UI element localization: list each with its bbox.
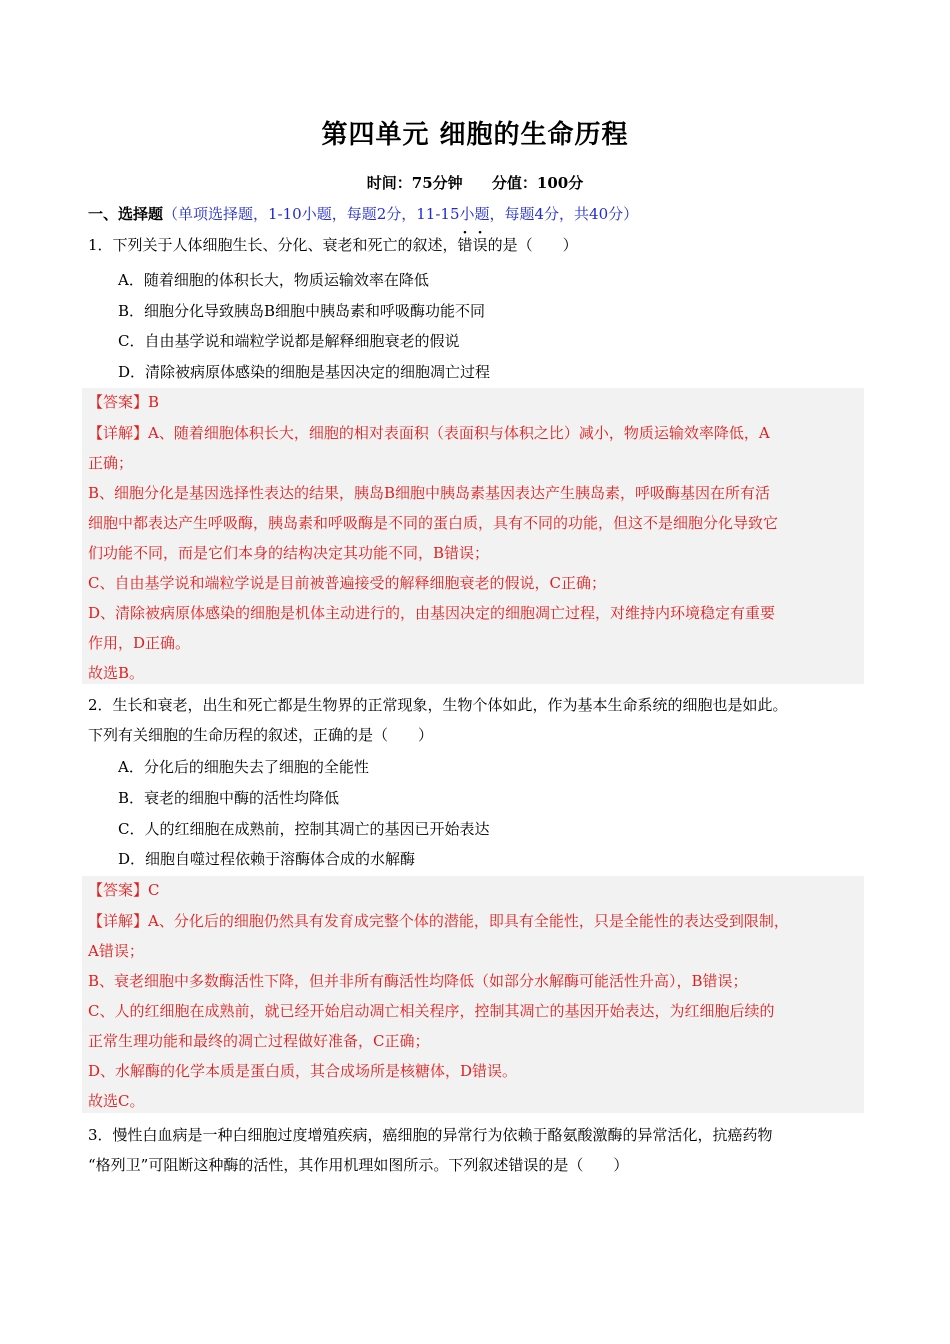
answer-box-1 xyxy=(82,388,864,684)
section-header xyxy=(88,203,638,224)
question-1-stem xyxy=(88,234,578,256)
section-note: （单项选择题，1-10小题，每题2分，11-15小题，每题4分，共40分） xyxy=(163,205,639,223)
analysis-1-line: 正确； xyxy=(88,454,134,472)
question-1-stem-after: 的是（ ） xyxy=(487,236,578,254)
answer-2: 【答案】C xyxy=(88,881,160,899)
analysis-1-line: B、细胞分化是基因选择性表达的结果，胰岛B细胞中胰岛素基因表达产生胰岛素，呼吸酶基因在所有活 xyxy=(88,484,771,502)
analysis-1-line: 【详解】A、随着细胞体积长大，细胞的相对表面积（表面积与体积之比）减小，物质运输效率降低，A xyxy=(88,424,770,442)
analysis-1-line: 作用，D正确。 xyxy=(88,634,191,652)
page-title: 第四单元 细胞的生命历程 xyxy=(321,120,629,150)
question-2-option-a: A．分化后的细胞失去了细胞的全能性 xyxy=(118,758,369,776)
question-3-stem-line: 3．慢性白血病是一种白细胞过度增殖疾病，癌细胞的异常行为依赖于酪氨酸激酶的异常活化，抗癌药物 xyxy=(88,1126,773,1144)
question-2-stem-line: 2．生长和衰老，出生和死亡都是生物界的正常现象，生物个体如此，作为基本生命系统的细胞也是如此。 xyxy=(88,696,788,714)
exam-meta xyxy=(0,172,950,193)
question-2-option-b: B．衰老的细胞中酶的活性均降低 xyxy=(118,789,340,807)
answer-box-2 xyxy=(82,876,864,1113)
question-1-stem-before: 1．下列关于人体细胞生长、分化、衰老和死亡的叙述， xyxy=(88,236,458,254)
exam-time: 时间：75分钟 xyxy=(366,174,463,192)
question-1-option-a: A．随着细胞的体积长大，物质运输效率在降低 xyxy=(118,271,429,289)
analysis-1-line: 细胞中都表达产生呼吸酶，胰岛素和呼吸酶是不同的蛋白质，具有不同的功能，但这不是细胞分化导致它 xyxy=(88,514,779,532)
question-1-option-c: C．自由基学说和端粒学说都是解释细胞衰老的假说 xyxy=(118,332,460,350)
question-2-option-d: D．细胞自噬过程依赖于溶酶体合成的水解酶 xyxy=(118,850,416,868)
analysis-1-line: 们功能不同，而是它们本身的结构决定其功能不同，B错误； xyxy=(88,544,490,562)
analysis-2-line: A错误； xyxy=(88,942,144,960)
analysis-2-line: C、人的红细胞在成熟前，就已经开始启动凋亡相关程序，控制其凋亡的基因开始表达，为红细胞后续的 xyxy=(88,1002,775,1020)
exam-score: 分值：100分 xyxy=(491,174,584,192)
analysis-2-line: D、水解酶的化学本质是蛋白质，其合成场所是核糖体，D错误。 xyxy=(88,1062,518,1080)
analysis-2-line: 正常生理功能和最终的凋亡过程做好准备，C正确； xyxy=(88,1032,430,1050)
analysis-1-conclusion: 故选B。 xyxy=(88,664,145,682)
analysis-2-line: 【详解】A、分化后的细胞仍然具有发育成完整个体的潜能，即具有全能性，只是全能性的表达受到限制， xyxy=(88,912,789,930)
analysis-2-line: B、衰老细胞中多数酶活性下降，但并非所有酶活性均降低（如部分水解酶可能活性升高），B错误； xyxy=(88,972,748,990)
answer-1: 【答案】B xyxy=(88,393,160,411)
emphasis-char-2: 误 xyxy=(472,236,488,254)
analysis-2-conclusion: 故选C。 xyxy=(88,1092,145,1110)
question-1-option-b: B．细胞分化导致胰岛B细胞中胰岛素和呼吸酶功能不同 xyxy=(118,302,486,320)
question-3-stem-line: “格列卫”可阻断这种酶的活性，其作用机理如图所示。下列叙述错误的是（ ） xyxy=(88,1156,629,1174)
question-2-option-c: C．人的红细胞在成熟前，控制其凋亡的基因已开始表达 xyxy=(118,820,490,838)
question-2-stem-line: 下列有关细胞的生命历程的叙述，正确的是（ ） xyxy=(88,726,434,744)
emphasis-char-1: 错 xyxy=(457,236,473,254)
question-1-option-d: D．清除被病原体感染的细胞是基因决定的细胞凋亡过程 xyxy=(118,363,491,381)
analysis-1-line: D、清除被病原体感染的细胞是机体主动进行的，由基因决定的细胞凋亡过程，对维持内环境稳定有重要 xyxy=(88,604,776,622)
analysis-1-line: C、自由基学说和端粒学说是目前被普遍接受的解释细胞衰老的假说，C正确； xyxy=(88,574,606,592)
section-title: 一、选择题 xyxy=(88,205,164,223)
